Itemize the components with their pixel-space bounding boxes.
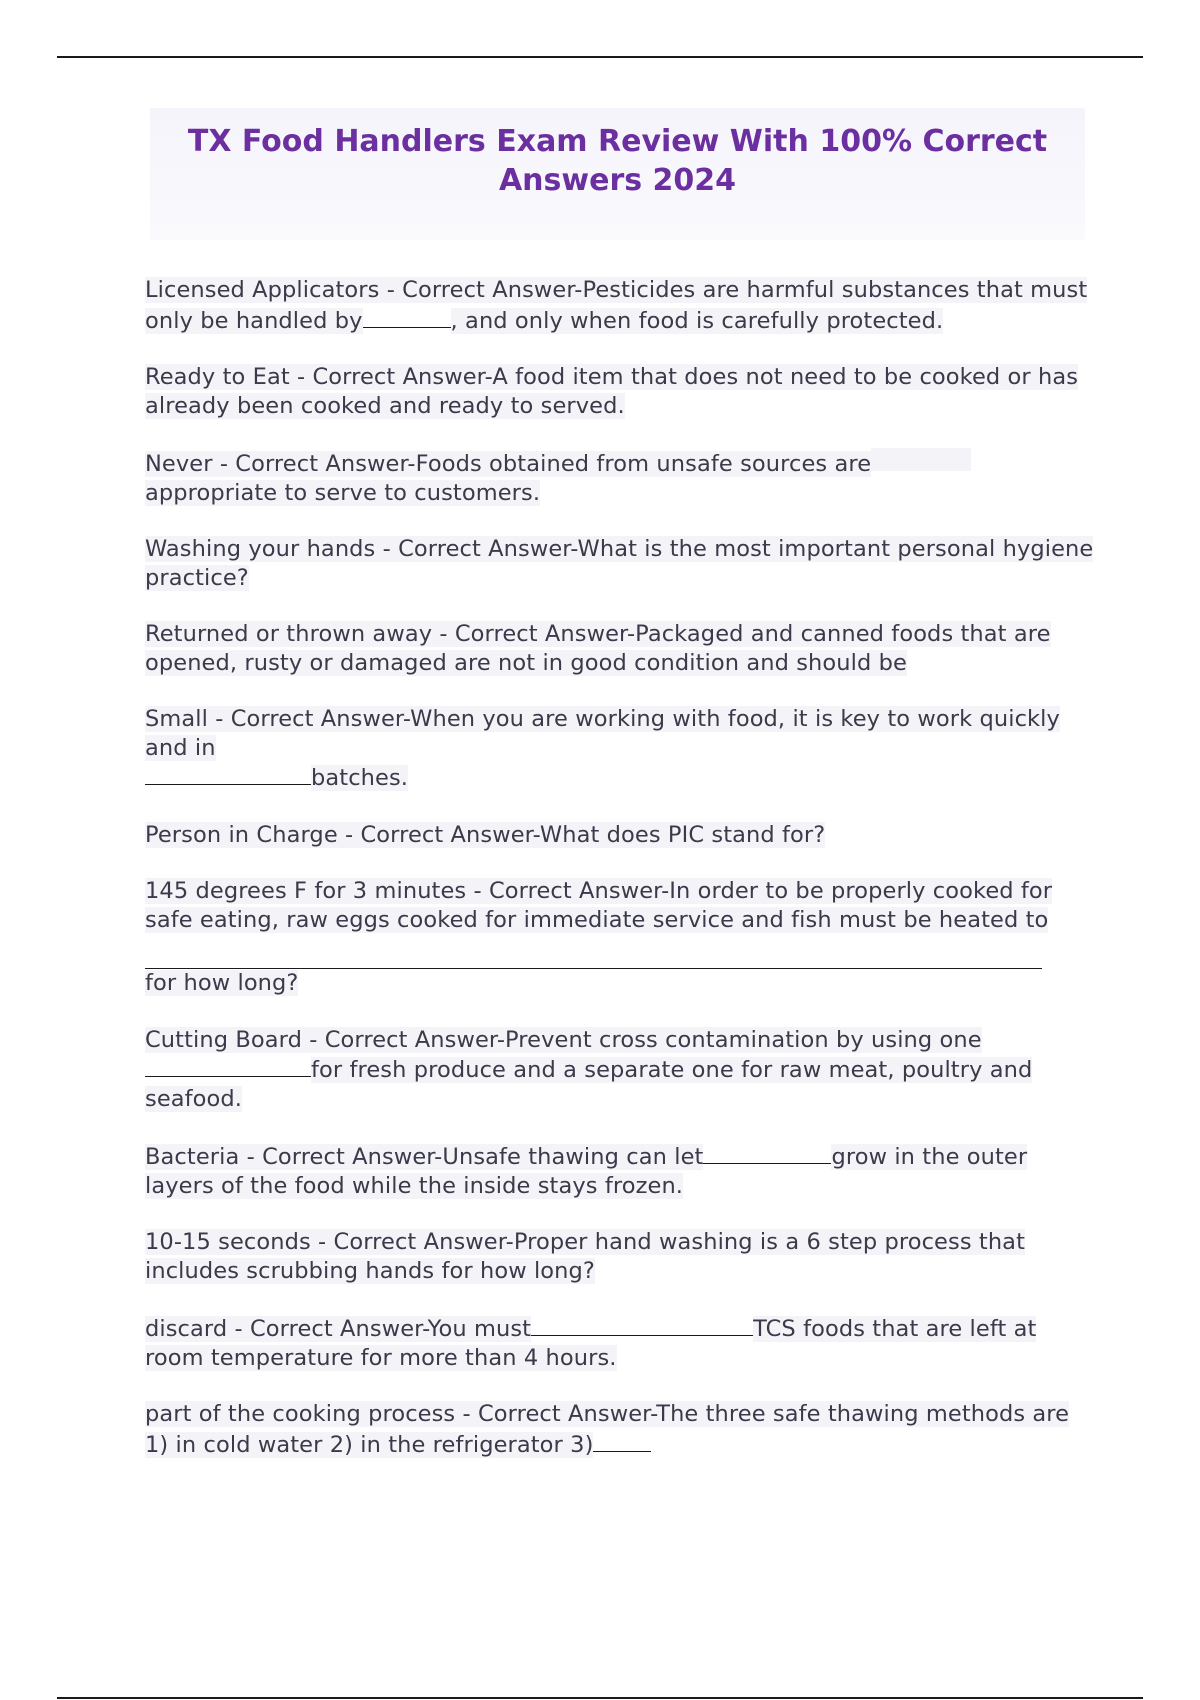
top-rule [57, 56, 1143, 58]
entry-text-cont: grow in the outer layers of the food while the inside stays frozen. [145, 1144, 1028, 1199]
qa-list [145, 276, 1095, 1487]
entry-text: Person in Charge - Correct Answer-What does PIC stand for? [145, 821, 826, 848]
qa-entry [145, 448, 1095, 507]
answer-blank [871, 448, 971, 471]
answer-blank-line [145, 934, 1042, 969]
entry-text: Washing your hands - Correct Answer-What is the most important personal hygiene practice? [145, 536, 1094, 591]
bottom-rule [57, 1697, 1143, 1699]
answer-blank [531, 1313, 753, 1336]
entry-text: part of the cooking process - Correct Answer-The three safe thawing methods are 1) in cold water 2) in the refrigerator 3) [145, 1401, 1070, 1458]
entry-text: Small - Correct Answer-When you are working with food, it is key to work quickly and in [145, 706, 1060, 761]
entry-text: Returned or thrown away - Correct Answer-Packaged and canned foods that are opened, rusty or damaged are not in good condition and should be [145, 621, 1051, 676]
entry-text: 10-15 seconds - Correct Answer-Proper hand washing is a 6 step process that includes scrubbing hands for how long? [145, 1229, 1025, 1284]
qa-entry [145, 363, 1095, 420]
qa-entry [145, 821, 1095, 850]
entry-text: 145 degrees F for 3 minutes - Correct Answer-In order to be properly cooked for safe eating, raw eggs cooked for immediate service and fish must be heated to [145, 878, 1053, 933]
entry-text-cont: TCS foods that are left at room temperature for more than 4 hours. [145, 1316, 1037, 1371]
answer-blank [363, 305, 451, 328]
entry-text: Licensed Applicators - Correct Answer-Pesticides are harmful substances that must only be handled by [145, 277, 1088, 334]
answer-blank [593, 1429, 651, 1452]
title-banner [150, 108, 1085, 240]
qa-entry [145, 276, 1095, 335]
entry-text: Ready to Eat - Correct Answer-A food item that does not need to be cooked or has already been cooked and ready to served. [145, 364, 1079, 419]
answer-blank [145, 762, 311, 785]
entry-text-cont: , and only when food is carefully protected. [450, 307, 944, 334]
entry-text-cont: appropriate to serve to customers. [145, 479, 541, 506]
entry-text-cont: for fresh produce and a separate one for raw meat, poultry and seafood. [145, 1057, 1033, 1112]
qa-entry [145, 705, 1095, 793]
entry-text: Never - Correct Answer-Foods obtained from unsafe sources are [145, 451, 872, 477]
entry-text: Cutting Board - Correct Answer-Prevent cross contamination by using one [145, 1026, 982, 1053]
answer-blank [703, 1141, 831, 1164]
entry-text-cont: batches. [311, 765, 409, 791]
qa-entry [145, 1228, 1095, 1285]
qa-entry [145, 1141, 1095, 1200]
document-title: TX Food Handlers Exam Review With 100% Correct Answers 2024 [187, 124, 1048, 198]
qa-entry [145, 1313, 1095, 1372]
qa-entry [145, 1026, 1095, 1114]
qa-entry [145, 620, 1095, 677]
entry-text: Bacteria - Correct Answer-Unsafe thawing can let [145, 1144, 704, 1170]
qa-entry [145, 877, 1095, 998]
entry-text-cont: for how long? [145, 970, 299, 996]
entry-text: discard - Correct Answer-You must [145, 1316, 532, 1342]
qa-entry [145, 535, 1095, 592]
qa-entry [145, 1400, 1095, 1459]
answer-blank [145, 1054, 311, 1077]
